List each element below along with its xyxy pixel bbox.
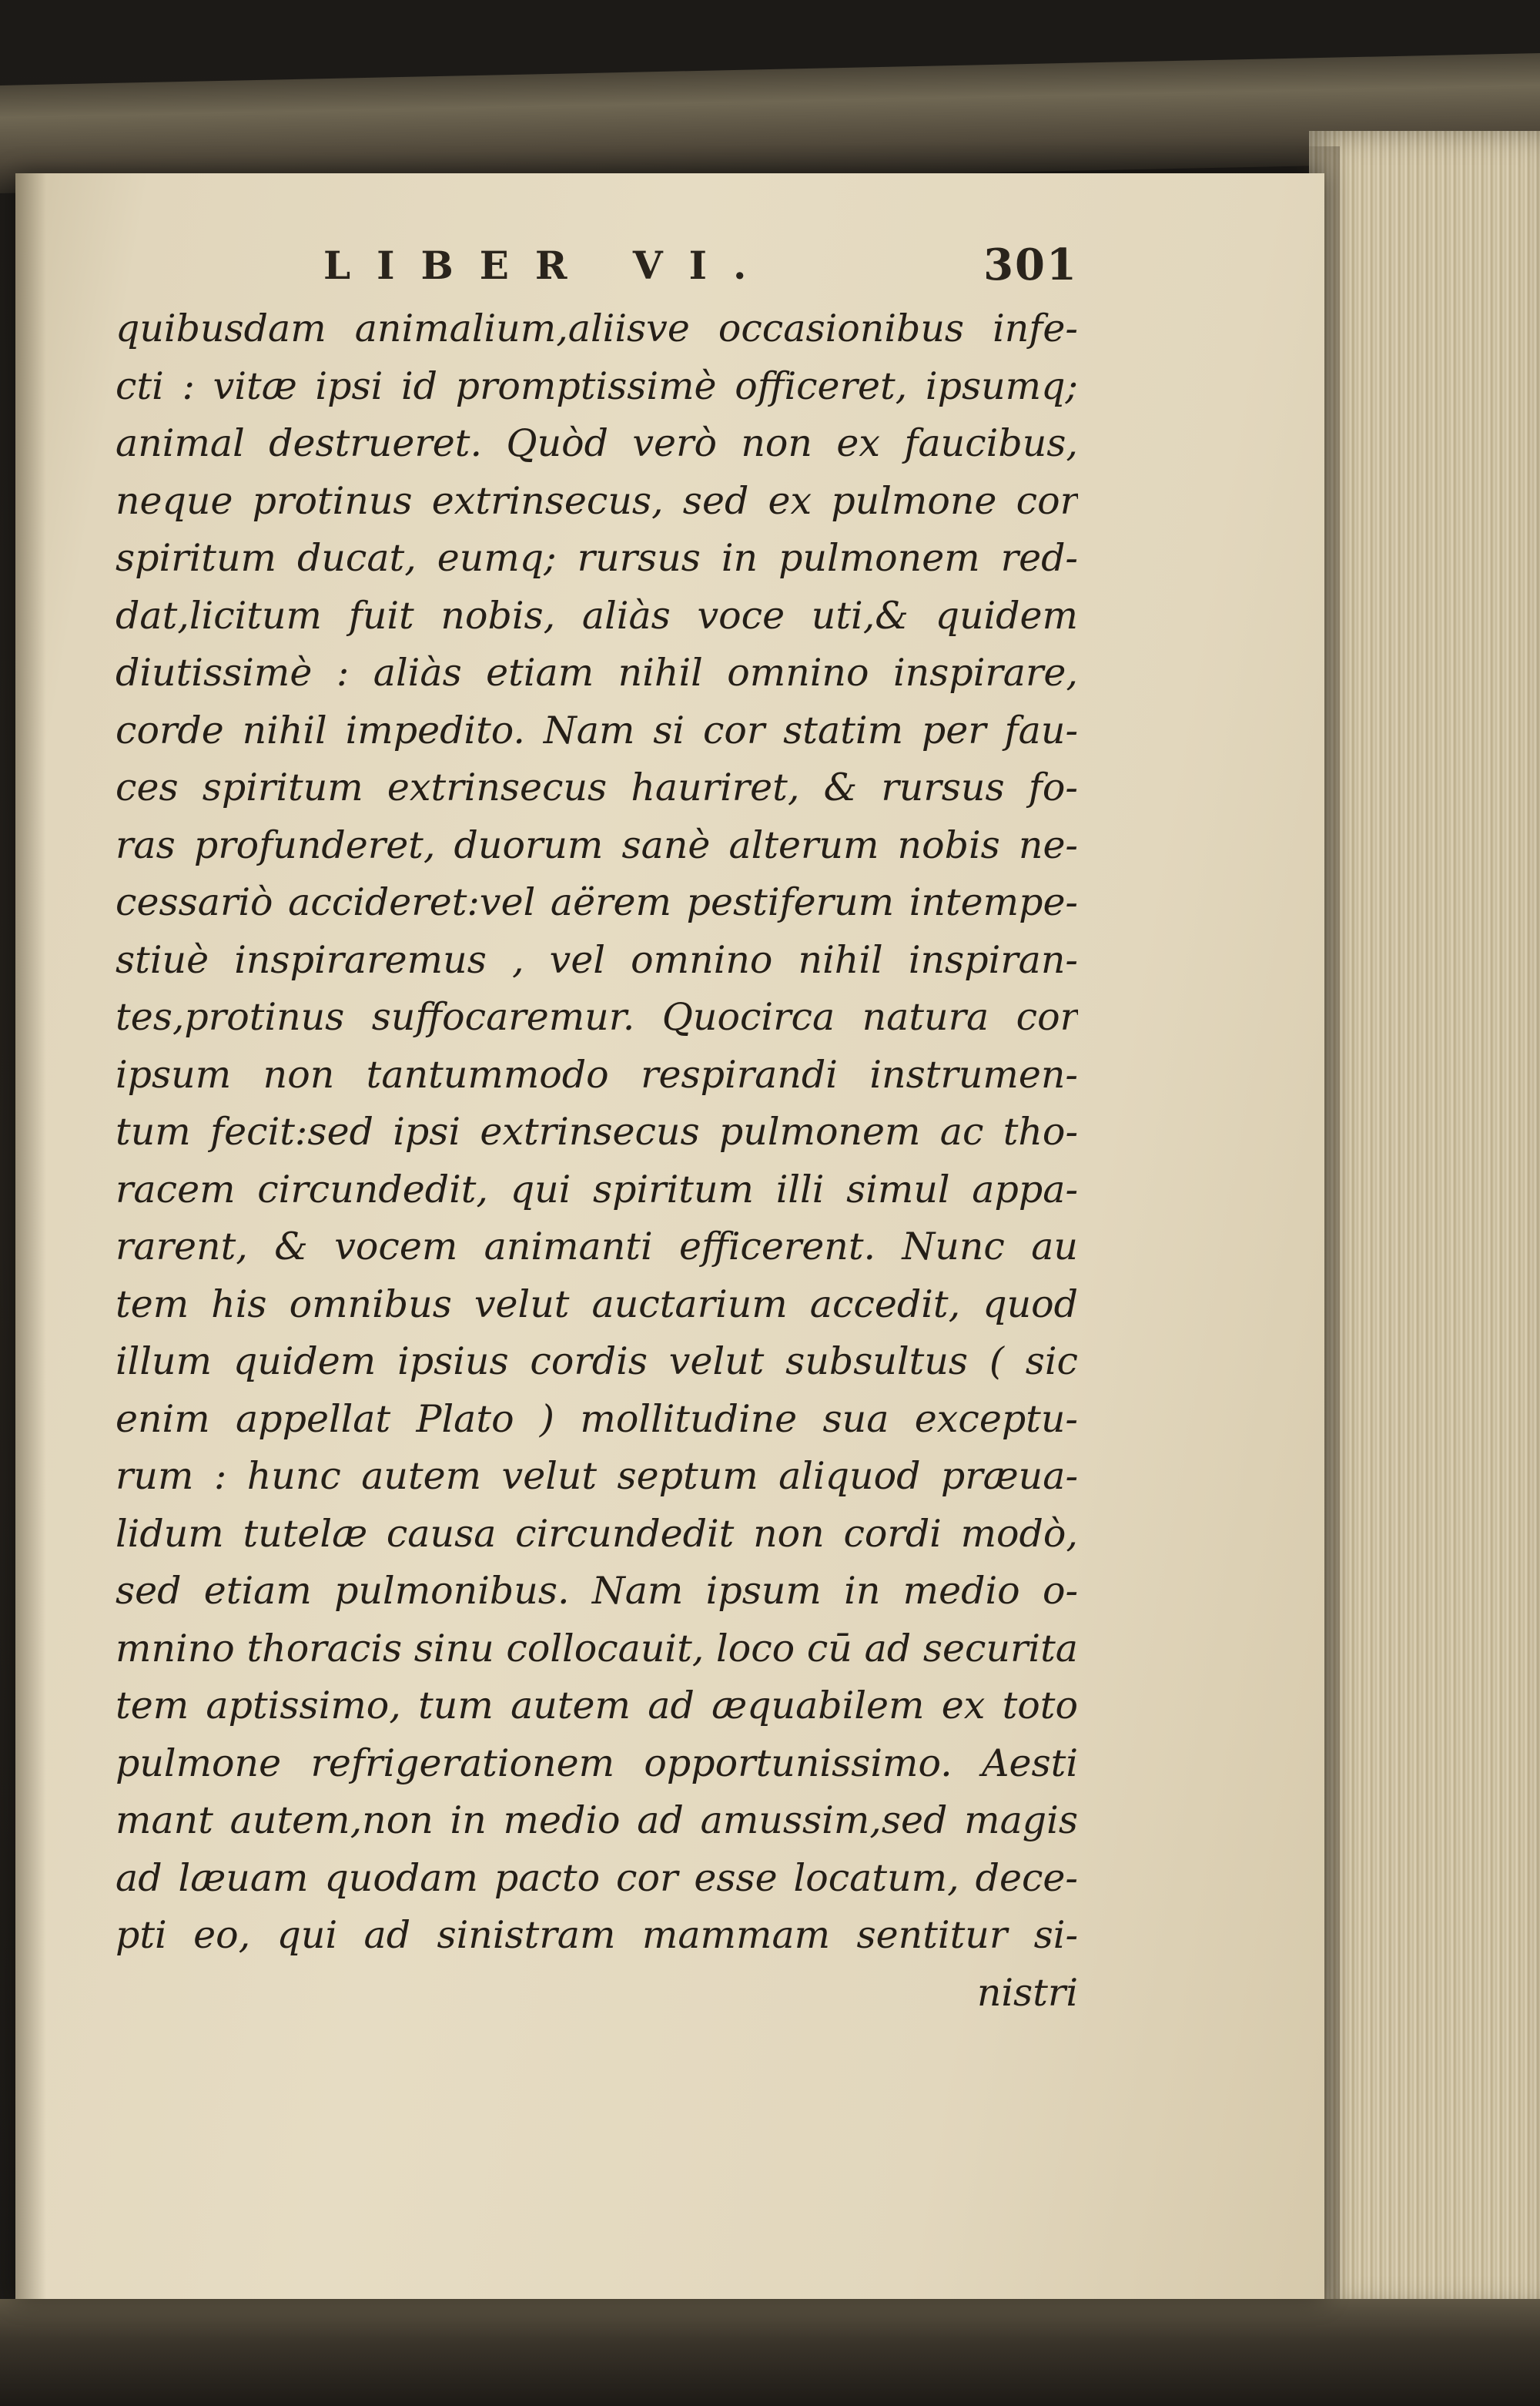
text-line: corde nihil impedito. Nam si cor statim per fau- xyxy=(116,708,1078,752)
text-block xyxy=(116,300,1078,2022)
text-line: racem circundedit, qui spiritum illi simul appa- xyxy=(116,1167,1078,1211)
running-head xyxy=(116,235,1078,304)
text-line: illum quidem ipsius cordis velut subsultus ( sic xyxy=(116,1339,1078,1383)
text-line: animal destrueret. Quòd verò non ex faucibus, xyxy=(116,421,1078,465)
text-line: cessariò accideret:vel aërem pestiferum intempe- xyxy=(116,880,1078,924)
text-line: diutissimè : aliàs etiam nihil omnino inspirare, xyxy=(116,651,1078,695)
text-line: stiuè inspiraremus , vel omnino nihil inspiran- xyxy=(116,937,1078,982)
catchword: nistri xyxy=(976,1970,1078,2015)
text-line: tem aptissimo, tum autem ad æquabilem ex toto xyxy=(116,1684,1078,1727)
text-line: tes,protinus suffocaremur. Quocirca natura cor xyxy=(116,995,1078,1039)
gutter-shadow xyxy=(15,173,46,2299)
text-line: pulmone refrigerationem opportunissimo. Aesti xyxy=(116,1741,1078,1785)
page-number: 301 xyxy=(983,240,1078,290)
page-fore-edge xyxy=(1309,131,1540,2310)
text-line: pti eo, qui ad sinistram mammam sentitur si- xyxy=(116,1913,1078,1957)
text-line: spiritum ducat, eumq; rursus in pulmonem red- xyxy=(116,536,1078,580)
text-line: mnino thoracis sinu collocauit, loco cū ad securita xyxy=(116,1626,1078,1670)
text-line: ad læuam quodam pacto cor esse locatum, dece- xyxy=(116,1855,1078,1900)
text-line: ras profunderet, duorum sanè alterum nobis ne- xyxy=(116,823,1078,867)
text-line: ces spiritum extrinsecus hauriret, & rursus fo- xyxy=(116,766,1078,809)
text-line: rarent, & vocem animanti efficerent. Nunc au xyxy=(116,1225,1078,1268)
text-line: cti : vitæ ipsi id promptissimè officeret, ipsumq; xyxy=(116,364,1078,408)
text-line: tum fecit:sed ipsi extrinsecus pulmonem ac tho- xyxy=(116,1110,1078,1154)
book-bottom-edge xyxy=(0,2299,1540,2406)
text-line: ipsum non tantummodo respirandi instrumen- xyxy=(116,1052,1078,1097)
text-line: rum : hunc autem velut septum aliquod præua- xyxy=(116,1454,1078,1498)
text-line: tem his omnibus velut auctarium accedit, quod xyxy=(116,1282,1078,1326)
text-line: lidum tutelæ causa circundedit non cordi modò, xyxy=(116,1511,1078,1556)
running-head-title: LIBER VI. xyxy=(323,243,773,288)
text-line: neque protinus extrinsecus, sed ex pulmone cor xyxy=(116,478,1078,523)
text-line: sed etiam pulmonibus. Nam ipsum in medio o- xyxy=(116,1569,1078,1613)
text-line: quibusdam animalium,aliisve occasionibus infe- xyxy=(116,307,1078,350)
text-line: mant autem,non in medio ad amussim,sed magis xyxy=(116,1798,1078,1842)
text-line: enim appellat Plato ) mollitudine sua exceptu- xyxy=(116,1396,1078,1441)
text-line: dat,licitum fuit nobis, aliàs voce uti,& quidem xyxy=(116,593,1078,638)
